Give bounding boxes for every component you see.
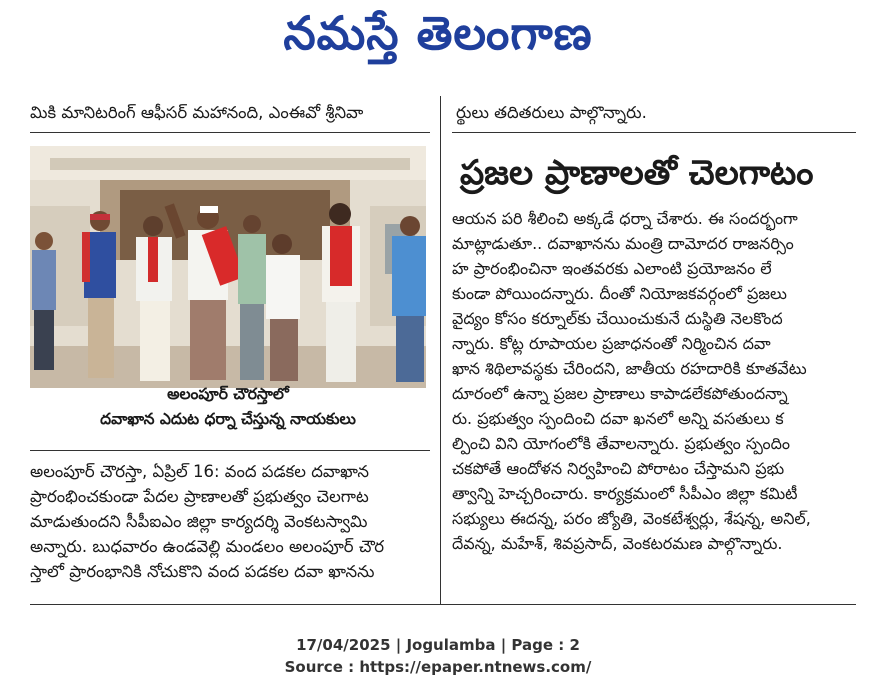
- top-strip-divider-left: [30, 132, 430, 133]
- right-article-body: [452, 206, 856, 556]
- top-strip-right: [456, 100, 856, 125]
- right-article-line: దేవన్న, మహేశ్, శివప్రసాద్, వెంకటరమణ పాల్గొన్నారు.: [452, 534, 783, 553]
- right-article-line: సభ్యులు ఈదన్న, పరం జ్యోతి, వెంకటేశ్వర్లు, శేషన్న, అనిల్,: [452, 509, 811, 528]
- top-strip-left: [30, 100, 430, 125]
- left-article-line: మాడుతుందని సీపీఐఎం జిల్లా కార్యదర్శి వెంకటస్వామి: [30, 512, 368, 531]
- right-article-line: ఆయన పరి శీలించి అక్కడే ధర్నా చేశారు. ఈ సందర్భంగా: [452, 209, 798, 228]
- right-article-line: మాట్లాడుతూ.. దవాఖానను మంత్రి దామోదర రాజనర్సిం: [452, 234, 794, 253]
- right-article-line: రు. ప్రభుత్వం స్పందించి దవా ఖనలో అన్ని వసతులు క: [452, 409, 784, 428]
- left-article-line: స్తాలో ప్రారంభానికి నోచుకొని వంద పడకల దవా ఖానను: [30, 562, 375, 581]
- masthead: [0, 0, 876, 90]
- right-article-line: చకపోతే ఆందోళన నిర్వహించి పోరాటం చేస్తామని ప్రభు: [452, 459, 785, 478]
- footer-source-link[interactable]: Source : https://epaper.ntnews.com/: [284, 658, 592, 676]
- article-bottom-rule: [30, 604, 856, 605]
- column-divider: [440, 96, 441, 604]
- right-article-line: హ ప్రారంభించినా ఇంతవరకు ఎలాంటి ప్రయోజనం లే: [452, 259, 772, 278]
- footer-date-edition: 17/04/2025 | Jogulamba | Page : 2: [296, 636, 580, 654]
- photo-caption-line-1: అలంపూర్ చౌరస్తాలో: [167, 385, 289, 403]
- top-strip-left-text: మికి మానిటరింగ్ ఆఫీసర్ మహానంది, ఎంఈవో శ్రీనివా: [30, 103, 364, 122]
- right-article-line: త్వాన్ని హెచ్చరించారు. కార్యక్రమంలో సీపీఎం జిల్లా కమిటీ: [452, 484, 798, 503]
- right-article-line: న్నారు. కోట్ల రూపాయల ప్రజాధనంతో నిర్మించిన దవా: [452, 334, 771, 353]
- protest-photo-illustration: [30, 146, 426, 388]
- right-article-line: దూరంలో ఉన్నా ప్రజల ప్రాణాలు కాపాడలేకపోతుందన్నా: [452, 384, 788, 403]
- right-article-line: వైద్యం కోసం కర్నూల్‌కు చేయించుకునే దుస్థితి నెలకొంద: [452, 309, 783, 328]
- left-article-body: [30, 459, 430, 584]
- news-photo: [30, 146, 426, 388]
- left-article-line: అలంపూర్ చౌరస్తా, ఏప్రిల్ 16: వంద పడకల దవాఖాన: [30, 462, 370, 481]
- photo-caption: [30, 382, 426, 432]
- masthead-title: నమస్తే తెలంగాణ: [283, 6, 593, 60]
- left-article-line: అన్నారు. బుధవారం ఉండవెల్లి మండలం అలంపూర్ చౌర: [30, 537, 384, 556]
- top-strip-right-text: ర్థులు తదితరులు పాల్గొన్నారు.: [456, 103, 647, 122]
- article-headline: ప్రజల ప్రాణాలతో చెలగాటం: [460, 153, 814, 193]
- caption-divider: [30, 450, 430, 451]
- photo-caption-line-2: దవాఖాన ఎదుట ధర్నా చేస్తున్న నాయకులు: [100, 410, 356, 428]
- left-article-line: ప్రారంభించకుండా పేదల ప్రాణాలతో ప్రభుత్వం చెలగాట: [30, 487, 369, 506]
- right-article-line: ల్పించి విని యోగంలోకి తేవాలన్నారు. ప్రభుత్వం స్పందిం: [452, 434, 790, 453]
- right-article-line: కుండా పోయిందన్నారు. దీంతో నియోజకవర్గంలో ప్రజలు: [452, 284, 787, 303]
- right-article-line: ఖాన శిథిలావస్థకు చేరిందని, జాతీయ రహదారికి కూతవేటు: [452, 359, 807, 378]
- top-strip-divider-right: [452, 132, 856, 133]
